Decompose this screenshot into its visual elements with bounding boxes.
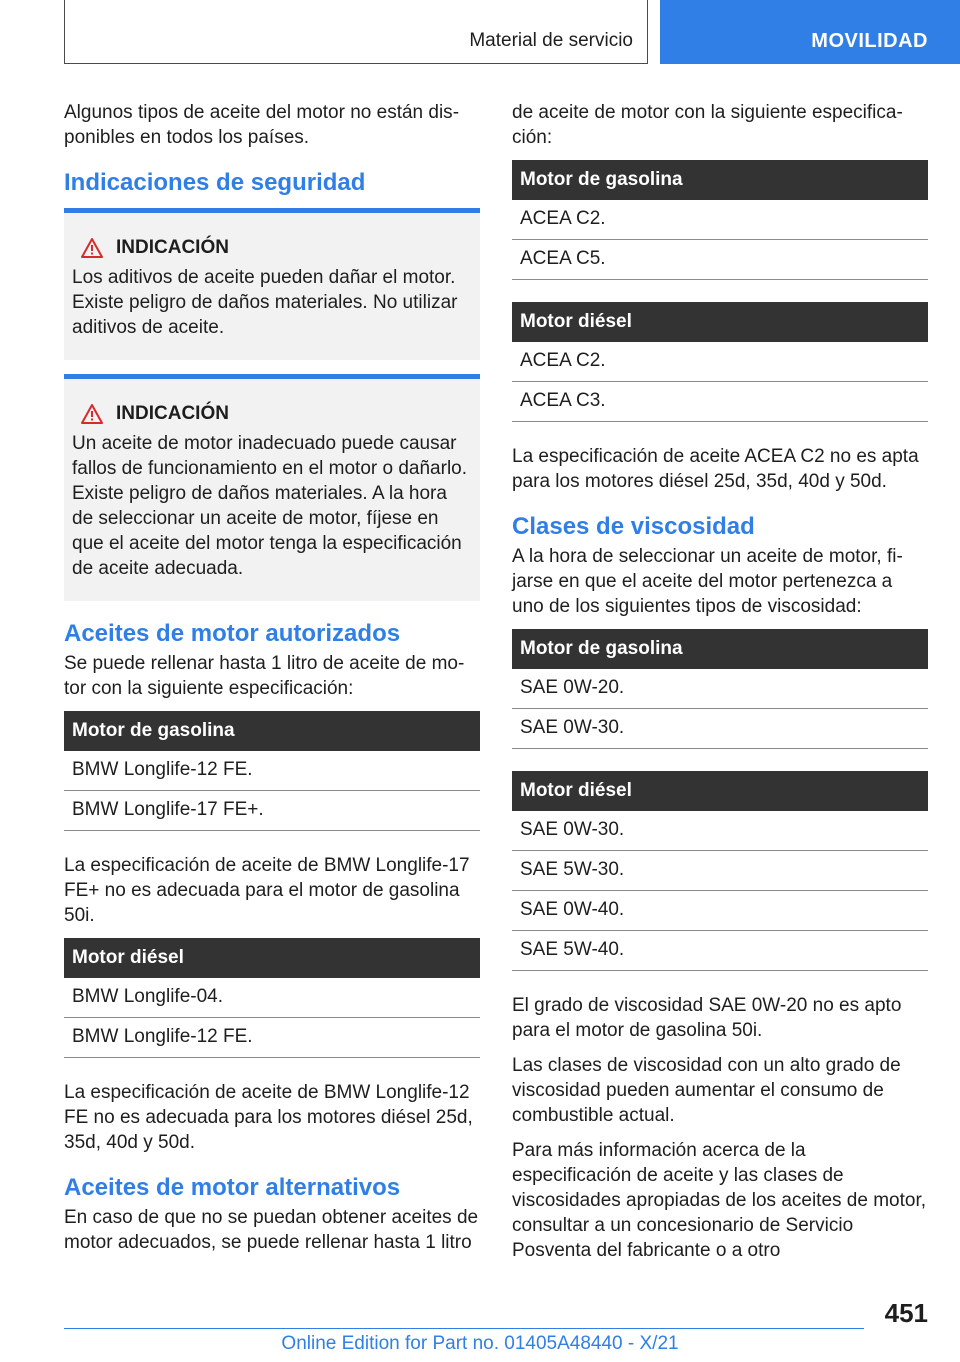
notice-title-text: INDICACIÓN: [116, 403, 229, 424]
table-row: [512, 669, 928, 709]
notice-text: Los aditivos de aceite pueden dañar el motor. Existe peligro de daños materiales. No utilizar aditivos de aceite.: [72, 267, 458, 338]
table-row: [64, 751, 480, 791]
table-row: [512, 200, 928, 240]
notice-text: Un aceite de motor inadecuado puede causar fallos de funcionamiento en el motor o dañarlo. Existe peligro de daños materiales. A la hora de seleccionar un aceite de motor, fíjese en que el aceite del motor tenga la especificación de aceite adecuada.: [72, 433, 468, 579]
viscosity-note-2: Las clases de viscosidad con un alto grado de viscosidad pueden aumentar el consumo de combustible actual.: [512, 1055, 901, 1126]
viscosity-gasoline-table: [512, 629, 928, 749]
table-row: [512, 240, 928, 280]
warning-icon: [80, 237, 104, 259]
table-header: Motor de gasolina: [64, 711, 480, 751]
table-row: [64, 1018, 480, 1058]
table-row: [512, 891, 928, 931]
gasoline-spec-table: [64, 711, 480, 831]
table-cell: BMW Longlife-17 FE+.: [64, 791, 480, 831]
table-header: Motor diésel: [64, 938, 480, 978]
table-cell: ACEA C2.: [512, 200, 928, 240]
notice-title-text: INDICACIÓN: [116, 237, 229, 258]
gasoline-note: La especificación de aceite de BMW Longlife-17 FE+ no es adecuada para el motor de gasolina 50i.: [64, 855, 470, 926]
notice-title: [80, 403, 472, 425]
table-cell: BMW Longlife-04.: [64, 978, 480, 1018]
viscosity-note-3: Para más información acerca de la especificación de aceite y las clases de viscosidades apropiadas de los aceites de motor, consultar a un concesionario de Servicio Posventa del fabricante o a otro: [512, 1140, 927, 1261]
header-tab-label: MOVILIDAD: [811, 30, 928, 52]
approved-oils-text: Se puede rellenar hasta 1 litro de aceite de motor con la siguiente especificación:: [64, 653, 465, 699]
header-section-title: Material de servicio: [469, 30, 633, 51]
table-cell: SAE 0W-40.: [512, 891, 928, 931]
table-cell: SAE 5W-40.: [512, 931, 928, 971]
acea-diesel-table: [512, 302, 928, 422]
table-cell: BMW Longlife-12 FE.: [64, 1018, 480, 1058]
table-header: Motor diésel: [512, 302, 928, 342]
table-cell: ACEA C2.: [512, 342, 928, 382]
table-row: [512, 931, 928, 971]
header-section-box: [64, 0, 648, 64]
table-header: Motor de gasolina: [512, 160, 928, 200]
table-cell: ACEA C5.: [512, 240, 928, 280]
diesel-note: La especificación de aceite de BMW Longlife-12 FE no es adecuada para los motores diésel 25d, 35d, 40d y 50d.: [64, 1082, 473, 1153]
notice-title: [80, 237, 472, 259]
page-number: 451: [884, 1298, 928, 1328]
table-cell: SAE 0W-30.: [512, 811, 928, 851]
table-row: [64, 978, 480, 1018]
intro-paragraph: Algunos tipos de aceite del motor no están disponibles en todos los países.: [64, 102, 460, 148]
alt-oils-text: En caso de que no se puedan obtener aceites de motor adecuados, se puede rellenar hasta 1 litro: [64, 1207, 479, 1253]
right-column: [512, 100, 928, 1273]
table-cell: SAE 0W-30.: [512, 709, 928, 749]
notice-box: [64, 374, 480, 601]
table-row: [512, 811, 928, 851]
table-row: [512, 382, 928, 422]
table-cell: SAE 5W-30.: [512, 851, 928, 891]
warning-icon: [80, 403, 104, 425]
table-header: Motor diésel: [512, 771, 928, 811]
table-header: Motor de gasolina: [512, 629, 928, 669]
table-row: [512, 342, 928, 382]
notice-box: [64, 208, 480, 360]
viscosity-heading: Clases de viscosidad: [512, 513, 755, 540]
footer-divider: [64, 1328, 864, 1329]
table-row: [512, 851, 928, 891]
viscosity-note-1: El grado de viscosidad SAE 0W-20 no es apto para el motor de gasolina 50i.: [512, 995, 902, 1041]
diesel-spec-table: [64, 938, 480, 1058]
table-cell: SAE 0W-20.: [512, 669, 928, 709]
alt-oils-heading: Aceites de motor alternativos: [64, 1174, 401, 1201]
approved-oils-heading: Aceites de motor autorizados: [64, 620, 401, 647]
viscosity-diesel-table: [512, 771, 928, 971]
acea-note: La especificación de aceite ACEA C2 no es apta para los motores diésel 25d, 35d, 40d y 50d.: [512, 446, 919, 492]
acea-gasoline-table: [512, 160, 928, 280]
table-row: [64, 791, 480, 831]
left-column: [64, 100, 480, 1265]
table-cell: ACEA C3.: [512, 382, 928, 422]
header-tab: [660, 0, 960, 64]
table-cell: BMW Longlife-12 FE.: [64, 751, 480, 791]
continued-text: de aceite de motor con la siguiente especificación:: [512, 102, 903, 148]
safety-heading: Indicaciones de seguridad: [64, 169, 366, 196]
viscosity-text: A la hora de seleccionar un aceite de motor, fijarse en que el aceite del motor pertenezca a uno de los siguientes tipos de viscosidad:: [512, 546, 903, 617]
table-row: [512, 709, 928, 749]
footer-edition: Online Edition for Part no. 01405A48440 - X/21: [281, 1333, 679, 1354]
